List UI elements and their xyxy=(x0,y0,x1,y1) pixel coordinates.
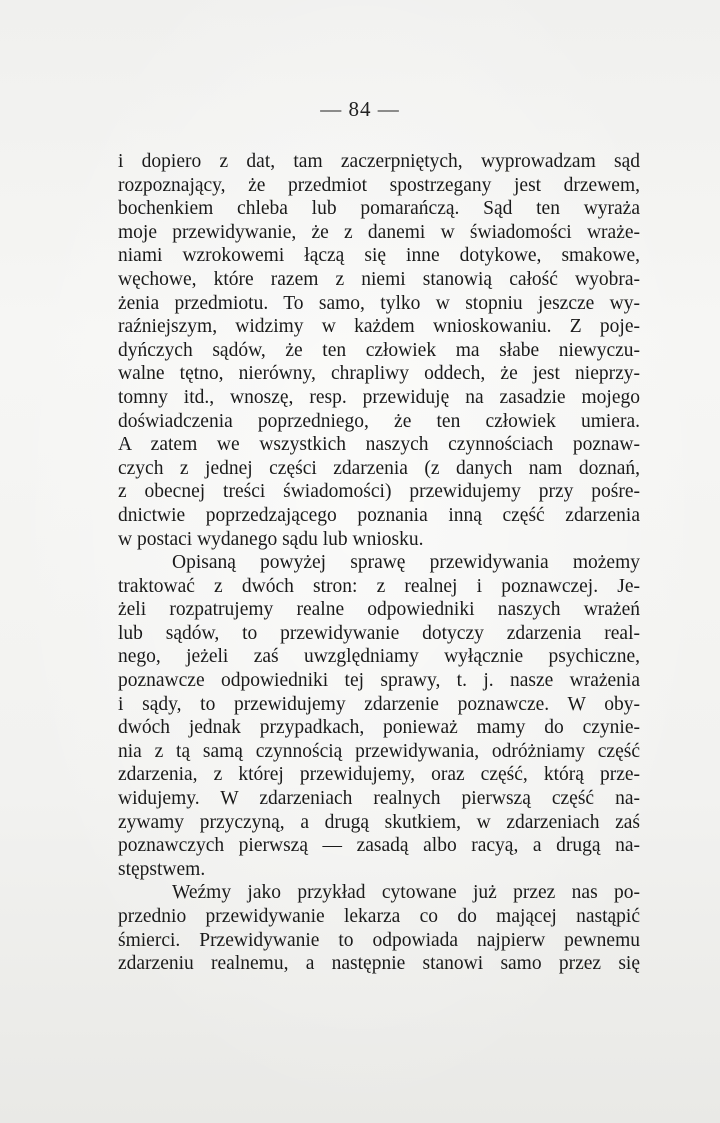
text-line: dwóch jednak przypadkach, ponieważ mamy do czynie- xyxy=(118,717,640,739)
text-line: Opisaną powyżej sprawę przewidywania możemy xyxy=(172,552,640,574)
text-line: i sądy, to przewidujemy zdarzenie poznawcze. W oby- xyxy=(118,693,640,715)
text-line: dyńczych sądów, że ten człowiek ma słabe niewyczu- xyxy=(118,339,640,361)
text-line: zywamy przyczyną, a drugą skutkiem, w zdarzeniach zaś xyxy=(118,811,640,833)
text-line: i dopiero z dat, tam zaczerpniętych, wyprowadzam sąd xyxy=(118,151,640,172)
text-line: śmierci. Przewidywanie to odpowiada najpierw pewnemu xyxy=(118,929,640,951)
text-line: żenia przedmiotu. To samo, tylko w stopniu jeszcze wy- xyxy=(118,292,640,314)
text-line: poznawcze odpowiedniki tej sprawy, t. j. nasze wrażenia xyxy=(118,670,640,692)
text-line: tomny itd., wnoszę, resp. przewiduję na zasadzie mojego xyxy=(118,386,640,408)
paragraph-1 xyxy=(118,150,640,551)
text-line: zdarzenia, z której przewidujemy, oraz część, którą prze- xyxy=(118,764,640,786)
paragraph-2 xyxy=(118,551,640,881)
text-line: walne tętno, nierówny, chrapliwy oddech, że jest nieprzy- xyxy=(118,363,640,385)
text-line: lub sądów, to przewidywanie dotyczy zdarzenia real- xyxy=(118,622,640,644)
text-line: niami wzrokowemi łączą się inne dotykowe, smakowe, xyxy=(118,245,640,267)
text-line: w postaci wydanego sądu lub wniosku. xyxy=(118,528,424,550)
text-line: żeli rozpatrujemy realne odpowiedniki naszych wrażeń xyxy=(118,599,640,621)
text-line: węchowe, które razem z niemi stanowią całość wyobra- xyxy=(118,268,640,290)
text-line: czych z jednej części zdarzenia (z danych nam doznań, xyxy=(118,457,640,479)
text-line: zdarzeniu realnemu, a następnie stanowi samo przez się xyxy=(118,953,640,975)
text-line: raźniejszym, widzimy w każdem wnioskowaniu. Z poje- xyxy=(118,316,640,338)
text-line: nego, jeżeli zaś uwzględniamy wyłącznie psychiczne, xyxy=(118,646,640,668)
text-line: doświadczenia poprzedniego, że ten człowiek umiera. xyxy=(118,410,640,432)
text-line: rozpoznający, że przedmiot spostrzegany jest drzewem, xyxy=(118,174,640,196)
text-line: A zatem we wszystkich naszych czynnościach poznaw- xyxy=(118,434,640,456)
text-line: stępstwem. xyxy=(118,858,206,880)
text-line: bochenkiem chleba lub pomarańczą. Sąd ten wyraża xyxy=(118,198,640,220)
text-line: moje przewidywanie, że z danemi w świadomości wraże- xyxy=(118,221,640,243)
page-number: — 84 — xyxy=(320,97,400,121)
text-line: traktować z dwóch stron: z realnej i poznawczej. Je- xyxy=(118,575,640,597)
text-line: poznawczych pierwszą — zasadą albo racyą, a drugą na- xyxy=(118,835,640,857)
text-line: z obecnej treści świadomości) przewidujemy przy pośre- xyxy=(118,481,640,503)
paragraph-3 xyxy=(118,881,640,975)
text-line: przednio przewidywanie lekarza co do mającej nastąpić xyxy=(118,906,640,927)
text-line: nia z tą samą czynnością przewidywania, odróżniamy część xyxy=(118,740,640,762)
text-line: dnictwie poprzedzającego poznania inną część zdarzenia xyxy=(118,504,640,526)
text-line: Weźmy jako przykład cytowane już przez nas po- xyxy=(172,882,640,904)
body-text xyxy=(118,150,640,976)
text-line: widujemy. W zdarzeniach realnych pierwszą część na- xyxy=(118,788,640,810)
